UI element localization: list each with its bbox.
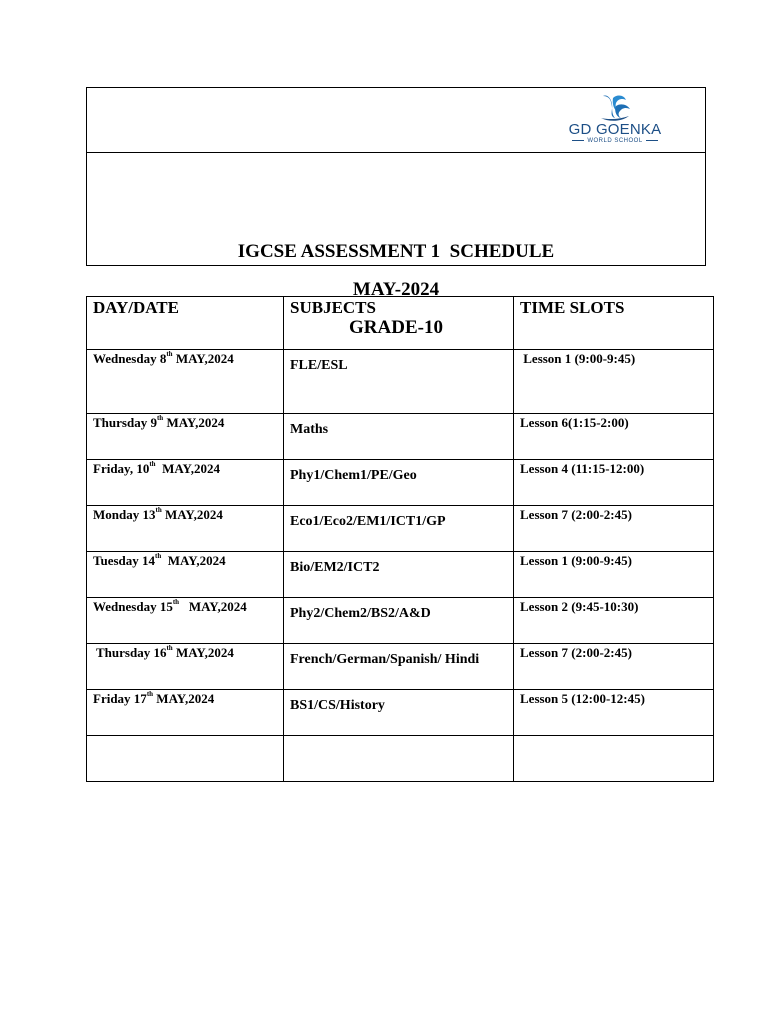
- column-header-label: DAY/DATE: [93, 298, 179, 317]
- subject-cell: [284, 690, 514, 736]
- subject-text: French/German/Spanish/ Hindi: [290, 652, 480, 667]
- subject-text: Bio/EM2/ICT2: [290, 560, 380, 575]
- time-text: Lesson 7 (2:00-2:45): [520, 507, 632, 522]
- subject-cell: [284, 552, 514, 598]
- empty-cell: [87, 736, 284, 782]
- table-row: [87, 644, 714, 690]
- day-cell: [87, 644, 284, 690]
- logo-subtitle: WORLD SCHOOL: [565, 138, 665, 144]
- subject-text: BS1/CS/History: [290, 698, 385, 713]
- subject-cell: [284, 414, 514, 460]
- ordinal-suffix: th: [155, 506, 162, 514]
- empty-row: [87, 736, 714, 782]
- time-cell: [514, 350, 714, 414]
- subject-text: FLE/ESL: [290, 358, 348, 373]
- time-cell: [514, 414, 714, 460]
- date-text: MAY,2024: [172, 351, 234, 366]
- subject-cell: [284, 350, 514, 414]
- time-text: Lesson 1 (9:00-9:45): [520, 553, 632, 568]
- time-text: Lesson 4 (11:15-12:00): [520, 461, 645, 476]
- logo-row: [87, 88, 705, 153]
- table-row: [87, 598, 714, 644]
- date-text: MAY,2024: [161, 507, 223, 522]
- day-cell: [87, 506, 284, 552]
- subject-cell: [284, 506, 514, 552]
- subject-cell: [284, 460, 514, 506]
- time-cell: [514, 460, 714, 506]
- day-text: Wednesday 8: [93, 351, 167, 366]
- column-header-label: SUBJECTS: [290, 298, 376, 317]
- ordinal-suffix: th: [166, 644, 173, 652]
- date-text: MAY,2024: [179, 599, 247, 614]
- page-title: IGCSE ASSESSMENT 1 SCHEDULE: [237, 241, 555, 262]
- day-text: Wednesday 15: [93, 599, 173, 614]
- day-cell: [87, 598, 284, 644]
- day-text: Tuesday 14: [93, 553, 156, 568]
- time-cell: [514, 644, 714, 690]
- table-row: [87, 350, 714, 414]
- day-cell: [87, 552, 284, 598]
- date-text: MAY,2024: [163, 415, 225, 430]
- table-header-row: [87, 297, 714, 350]
- time-cell: [514, 552, 714, 598]
- time-text: Lesson 7 (2:00-2:45): [520, 645, 632, 660]
- column-header-label: TIME SLOTS: [520, 298, 625, 317]
- time-text: Lesson 6(1:15-2:00): [520, 415, 629, 430]
- ordinal-suffix: th: [172, 598, 180, 606]
- day-text: Thursday 9: [93, 415, 157, 430]
- date-text: MAY,2024: [155, 461, 220, 476]
- day-cell: [87, 414, 284, 460]
- grade-title: GRADE-10: [349, 317, 443, 338]
- time-text: Lesson 2 (9:45-10:30): [520, 599, 639, 614]
- table-row: [87, 690, 714, 736]
- time-cell: [514, 506, 714, 552]
- time-text: Lesson 5 (12:00-12:45): [520, 691, 645, 706]
- schedule-table: [86, 296, 714, 782]
- day-text: Friday, 10: [93, 461, 150, 476]
- ordinal-suffix: th: [146, 690, 154, 698]
- subject-text: Phy2/Chem2/BS2/A&D: [290, 606, 431, 621]
- day-text: Thursday 16: [93, 645, 167, 660]
- column-header-time: [514, 297, 714, 350]
- date-text: MAY,2024: [172, 645, 234, 660]
- bird-logo-icon: [597, 92, 633, 122]
- table-row: [87, 506, 714, 552]
- day-text: Friday 17: [93, 691, 147, 706]
- logo-name: GD GOENKA: [568, 121, 662, 138]
- ordinal-suffix: th: [149, 460, 156, 468]
- table-row: [87, 460, 714, 506]
- subject-text: Eco1/Eco2/EM1/ICT1/GP: [290, 514, 446, 529]
- time-cell: [514, 690, 714, 736]
- empty-cell: [284, 736, 514, 782]
- column-header-subjects: [284, 297, 514, 350]
- time-cell: [514, 598, 714, 644]
- day-cell: [87, 350, 284, 414]
- date-text: MAY,2024: [153, 691, 215, 706]
- day-cell: [87, 690, 284, 736]
- subject-cell: [284, 644, 514, 690]
- school-logo: [565, 92, 665, 148]
- empty-cell: [514, 736, 714, 782]
- month-title: MAY-2024: [352, 279, 440, 300]
- day-text: Monday 13: [93, 507, 156, 522]
- subject-text: Maths: [290, 422, 329, 437]
- date-text: MAY,2024: [161, 553, 226, 568]
- ordinal-suffix: th: [156, 414, 164, 422]
- table-row: [87, 414, 714, 460]
- time-text: Lesson 1 (9:00-9:45): [520, 351, 636, 366]
- ordinal-suffix: th: [155, 552, 162, 560]
- table-row: [87, 552, 714, 598]
- day-cell: [87, 460, 284, 506]
- ordinal-suffix: th: [166, 350, 173, 358]
- subject-text: Phy1/Chem1/PE/Geo: [290, 468, 417, 483]
- column-header-day: [87, 297, 284, 350]
- subject-cell: [284, 598, 514, 644]
